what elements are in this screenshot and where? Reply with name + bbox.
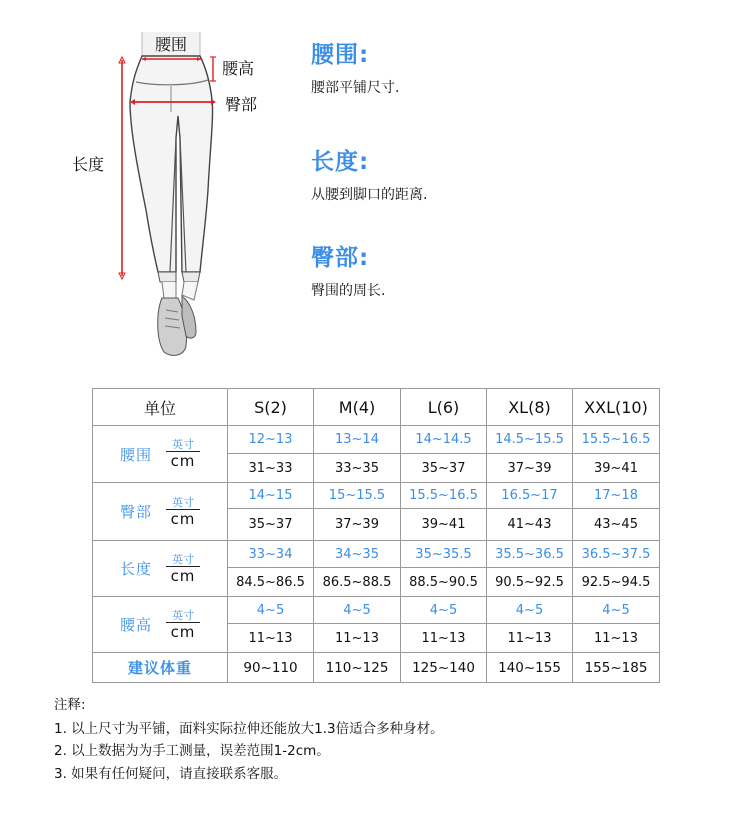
inch-cell: 36.5~37.5 [573,541,660,568]
inch-cell: 33~34 [228,541,314,568]
hip-label: 臀部 [225,95,258,114]
inch-cell: 4~5 [228,597,314,624]
cm-unit: cm [170,509,196,528]
weight-cell: 140~155 [487,653,573,683]
inch-cell: 15.5~16.5 [573,426,660,454]
cm-unit: cm [170,452,196,470]
table-row-waist-inch [93,426,660,454]
cm-cell: 31~33 [228,454,314,483]
definition-hip [311,247,385,298]
definition-length [311,151,427,202]
weight-label: 建议体重 [127,659,192,677]
cm-cell: 11~13 [314,624,401,653]
note-item: 3. 如果有任何疑问，请直接联系客服。 [54,765,288,782]
cm-cell: 90.5~92.5 [487,568,573,597]
definition-title: 腰围: [311,42,370,68]
definition-title: 长度: [311,149,370,175]
length-label: 长度 [72,155,105,174]
unit-fraction [166,554,200,584]
notes-section [54,699,444,790]
cm-cell: 41~43 [487,509,573,541]
size-chart-table [92,388,660,683]
inch-cell: 15~15.5 [314,483,401,509]
waist-height-label: 腰高 [222,59,255,78]
inch-cell: 4~5 [401,597,487,624]
note-item: 1. 以上尺寸为平铺，面料实际拉伸还能放大1.3倍适合多种身材。 [54,720,444,737]
unit-fraction [166,497,200,527]
waist-label: 腰围 [155,35,188,54]
inch-cell: 14.5~15.5 [487,426,573,454]
table-row-length-inch [93,541,660,568]
row-label-length [93,541,228,597]
cm-cell: 39~41 [573,454,660,483]
weight-cell: 90~110 [228,653,314,683]
cm-cell: 35~37 [228,509,314,541]
inch-unit: 英寸 [166,610,200,623]
definition-text: 从腰到脚口的距离. [311,187,428,203]
inch-unit: 英寸 [166,497,200,510]
definition-text: 臀围的周长. [311,283,386,299]
table-row-hip-inch [93,483,660,509]
row-label-waist [93,426,228,483]
inch-cell: 14~14.5 [401,426,487,454]
size-header: M(4) [314,389,401,426]
cm-cell: 43~45 [573,509,660,541]
inch-cell: 13~14 [314,426,401,454]
cm-cell: 11~13 [228,624,314,653]
note-item: 2. 以上数据为为手工测量，误差范围1-2cm。 [54,743,330,759]
inch-cell: 17~18 [573,483,660,509]
inch-cell: 16.5~17 [487,483,573,509]
weight-cell: 110~125 [314,653,401,683]
row-name: 腰高 [119,616,152,634]
row-name: 臀部 [119,503,152,521]
weight-cell: 125~140 [401,653,487,683]
size-header: XL(8) [487,389,573,426]
cm-cell: 92.5~94.5 [573,568,660,597]
row-label-weight [93,653,228,683]
table-header-row [93,389,660,426]
inch-cell: 4~5 [573,597,660,624]
cm-cell: 37~39 [314,509,401,541]
definition-text: 腰部平铺尺寸. [311,80,400,96]
unit-fraction [166,610,200,640]
cm-cell: 37~39 [487,454,573,483]
inch-unit: 英寸 [166,439,200,452]
row-label-waist-height [93,597,228,653]
notes-title: 注释: [54,697,86,713]
cm-unit: cm [170,566,196,585]
inch-cell: 12~13 [228,426,314,454]
size-header: L(6) [401,389,487,426]
definition-title: 臀部: [311,245,370,271]
weight-cell: 155~185 [573,653,660,683]
inch-cell: 35~35.5 [401,541,487,568]
size-header: XXL(10) [573,389,660,426]
leggings-measurement-illustration [60,20,280,360]
row-name: 长度 [119,560,152,578]
cm-cell: 11~13 [573,624,660,653]
table-row-weight [93,653,660,683]
inch-cell: 34~35 [314,541,401,568]
unit-fraction [166,439,200,469]
cm-cell: 11~13 [487,624,573,653]
unit-header: 单位 [93,389,228,426]
cm-cell: 39~41 [401,509,487,541]
cm-cell: 86.5~88.5 [314,568,401,597]
cm-cell: 84.5~86.5 [228,568,314,597]
inch-cell: 35.5~36.5 [487,541,573,568]
cm-cell: 11~13 [401,624,487,653]
inch-cell: 14~15 [228,483,314,509]
size-header: S(2) [228,389,314,426]
inch-cell: 4~5 [487,597,573,624]
definition-waist [311,44,399,95]
cm-cell: 35~37 [401,454,487,483]
row-label-hip [93,483,228,541]
inch-cell: 15.5~16.5 [401,483,487,509]
table-row-waist-height-inch [93,597,660,624]
cm-cell: 33~35 [314,454,401,483]
cm-unit: cm [170,622,196,641]
inch-unit: 英寸 [166,554,200,567]
inch-cell: 4~5 [314,597,401,624]
cm-cell: 88.5~90.5 [401,568,487,597]
row-name: 腰围 [119,445,152,464]
